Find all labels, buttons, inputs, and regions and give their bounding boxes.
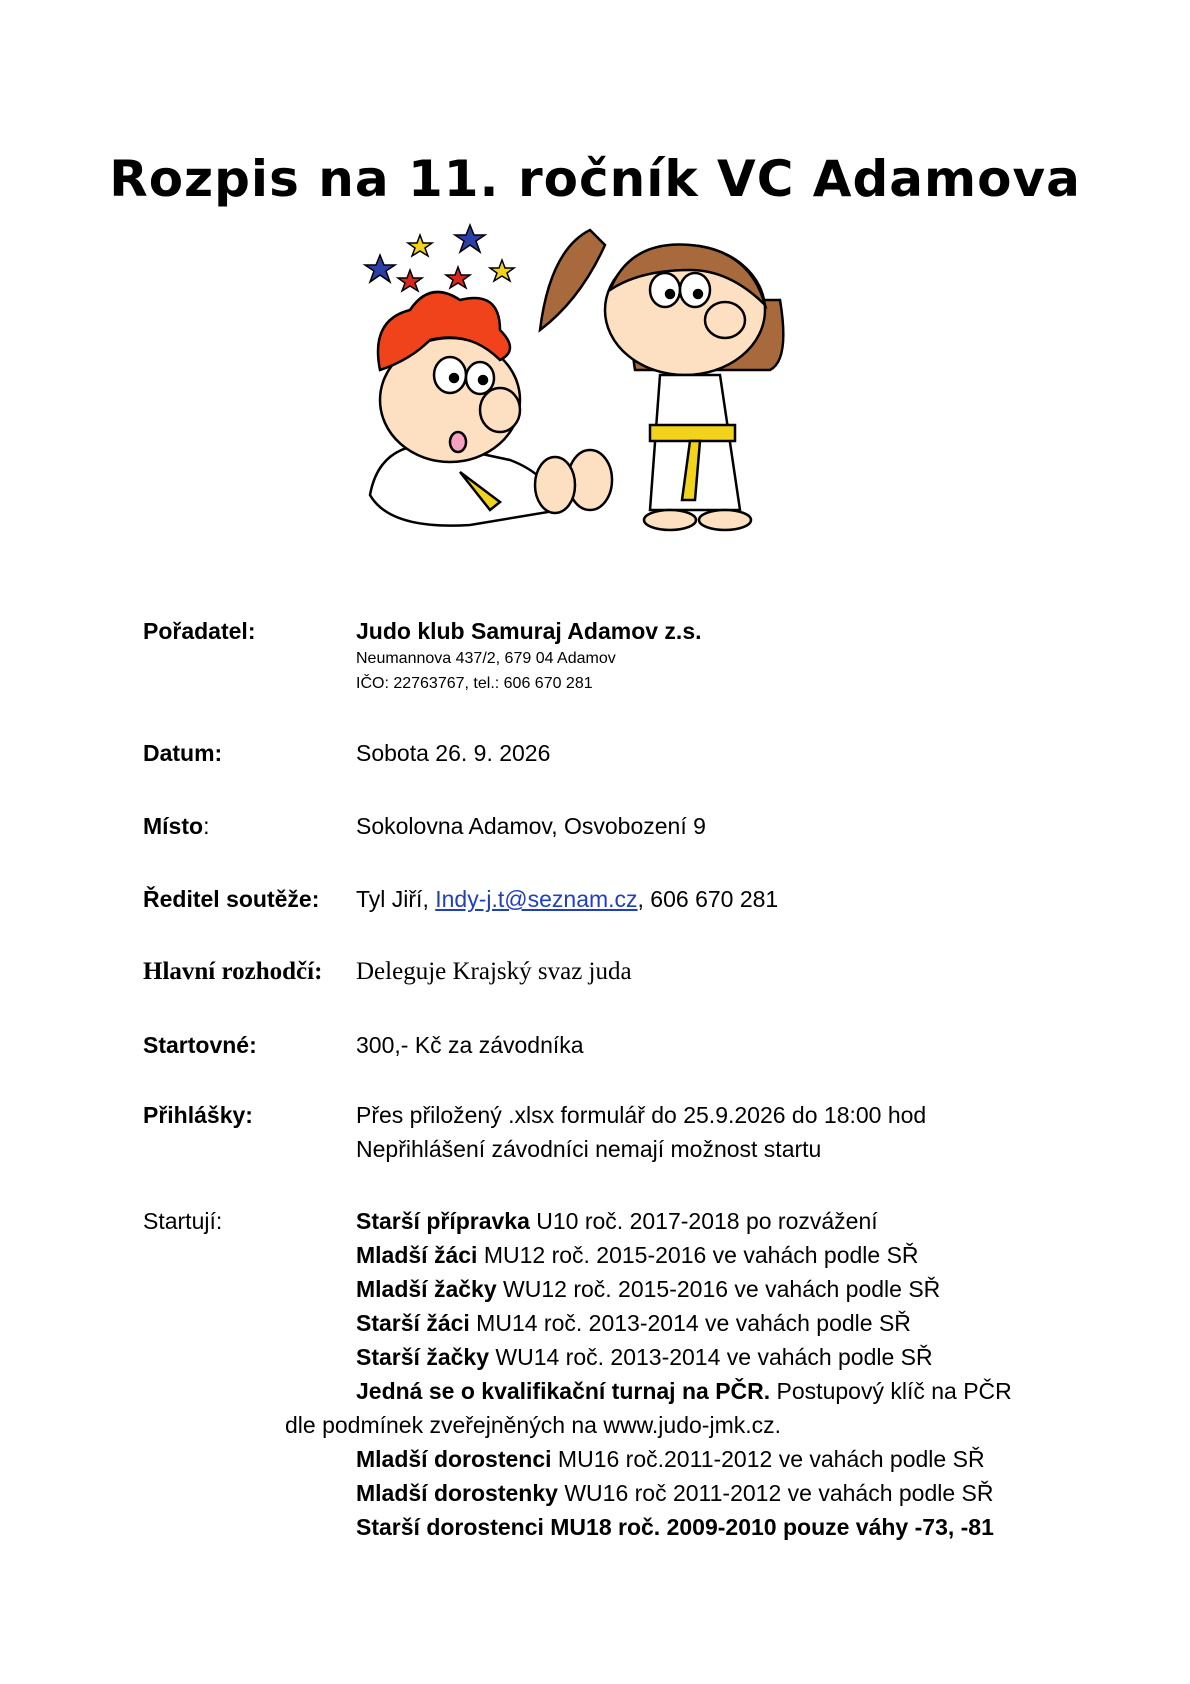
registration-label: Přihlášky: xyxy=(143,1102,253,1128)
category-item: Starší dorostenci MU18 roč. 2009-2010 pouze váhy -73, -81 xyxy=(356,1514,994,1540)
categories-label: Startují: xyxy=(143,1208,223,1234)
category-item: Mladší dorostenci MU16 roč.2011-2012 ve vahách podle SŘ xyxy=(356,1446,985,1472)
category-item: Starší žačky WU14 roč. 2013-2014 ve vahách podle SŘ xyxy=(356,1344,933,1370)
registration-line2: Nepřihlášení závodníci nemají možnost startu xyxy=(356,1136,822,1162)
director-email-link[interactable]: Indy-j.t@seznam.cz xyxy=(435,886,638,912)
category-item: Mladší dorostenky WU16 roč 2011-2012 ve vahách podle SŘ xyxy=(356,1480,994,1506)
organizer-label: Pořadatel: xyxy=(143,618,256,644)
date-value: Sobota 26. 9. 2026 xyxy=(356,740,551,766)
category-item: Mladší žáci MU12 roč. 2015-2016 ve vahách podle SŘ xyxy=(356,1242,919,1268)
referee-label: Hlavní rozhodčí: xyxy=(143,958,323,985)
category-item: Starší žáci MU14 roč. 2013-2014 ve vahách podle SŘ xyxy=(356,1310,911,1336)
date-label: Datum: xyxy=(143,740,223,766)
fee-label: Startovné: xyxy=(143,1032,257,1058)
registration-line1: Přes přiložený .xlsx formulář do 25.9.2026 do 18:00 hod xyxy=(356,1102,927,1128)
boy-character xyxy=(370,292,612,526)
category-item: Starší přípravka U10 roč. 2017-2018 po rozvážení xyxy=(356,1208,878,1234)
qualification-note: Jedná se o kvalifikační turnaj na PČR. Postupový klíč na PČR xyxy=(356,1378,1012,1404)
place-value: Sokolovna Adamov, Osvobození 9 xyxy=(356,813,706,839)
stars-icon xyxy=(365,225,514,291)
director-value: Tyl Jiří, Indy-j.t@seznam.cz, 606 670 281 xyxy=(356,886,779,912)
organizer-address: Neumannova 437/2, 679 04 Adamov xyxy=(356,650,616,667)
page-title: Rozpis na 11. ročník VC Adamova xyxy=(109,150,1081,208)
category-item: Mladší žačky WU12 roč. 2015-2016 ve vahách podle SŘ xyxy=(356,1276,941,1302)
qualification-note-line2: dle podmínek zveřejněných na www.judo-jmk.cz. xyxy=(285,1412,782,1438)
organizer-ico: IČO: 22763767, tel.: 606 670 281 xyxy=(356,675,593,692)
judo-kids-illustration xyxy=(350,210,850,590)
fee-value: 300,- Kč za závodníka xyxy=(356,1032,584,1058)
place-label: Místo: xyxy=(143,813,210,839)
director-label: Ředitel soutěže: xyxy=(143,886,320,912)
referee-value: Deleguje Krajský svaz juda xyxy=(356,958,632,985)
organizer-name: Judo klub Samuraj Adamov z.s. xyxy=(356,618,702,644)
